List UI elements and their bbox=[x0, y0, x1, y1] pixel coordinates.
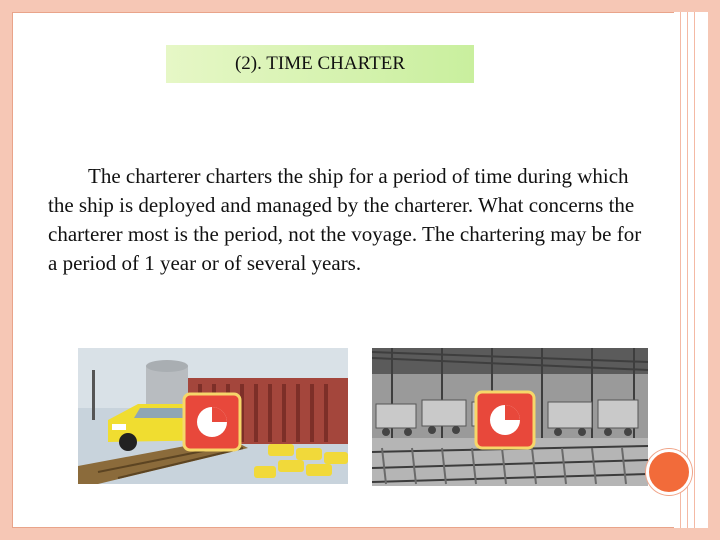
body-paragraph: The charterer charters the ship for a period of time during which the ship is deployed and managed by the charterer. What concerns the charterer most is the period, not the voyage. The chartering may be for a period of 1 year or of several years. bbox=[48, 164, 642, 275]
cars-loading-photo bbox=[78, 348, 348, 484]
title-word1-rest: IME bbox=[277, 53, 313, 74]
title-prefix: (2). T bbox=[234, 53, 278, 74]
cars-loading-illustration bbox=[78, 348, 348, 484]
title-word2-first: C bbox=[317, 53, 331, 74]
freight-yard-photo bbox=[372, 348, 648, 486]
accent-circle bbox=[646, 449, 692, 495]
slide-title bbox=[166, 45, 474, 83]
freight-yard-illustration bbox=[372, 348, 648, 486]
title-word2-rest: HARTER bbox=[330, 53, 406, 74]
